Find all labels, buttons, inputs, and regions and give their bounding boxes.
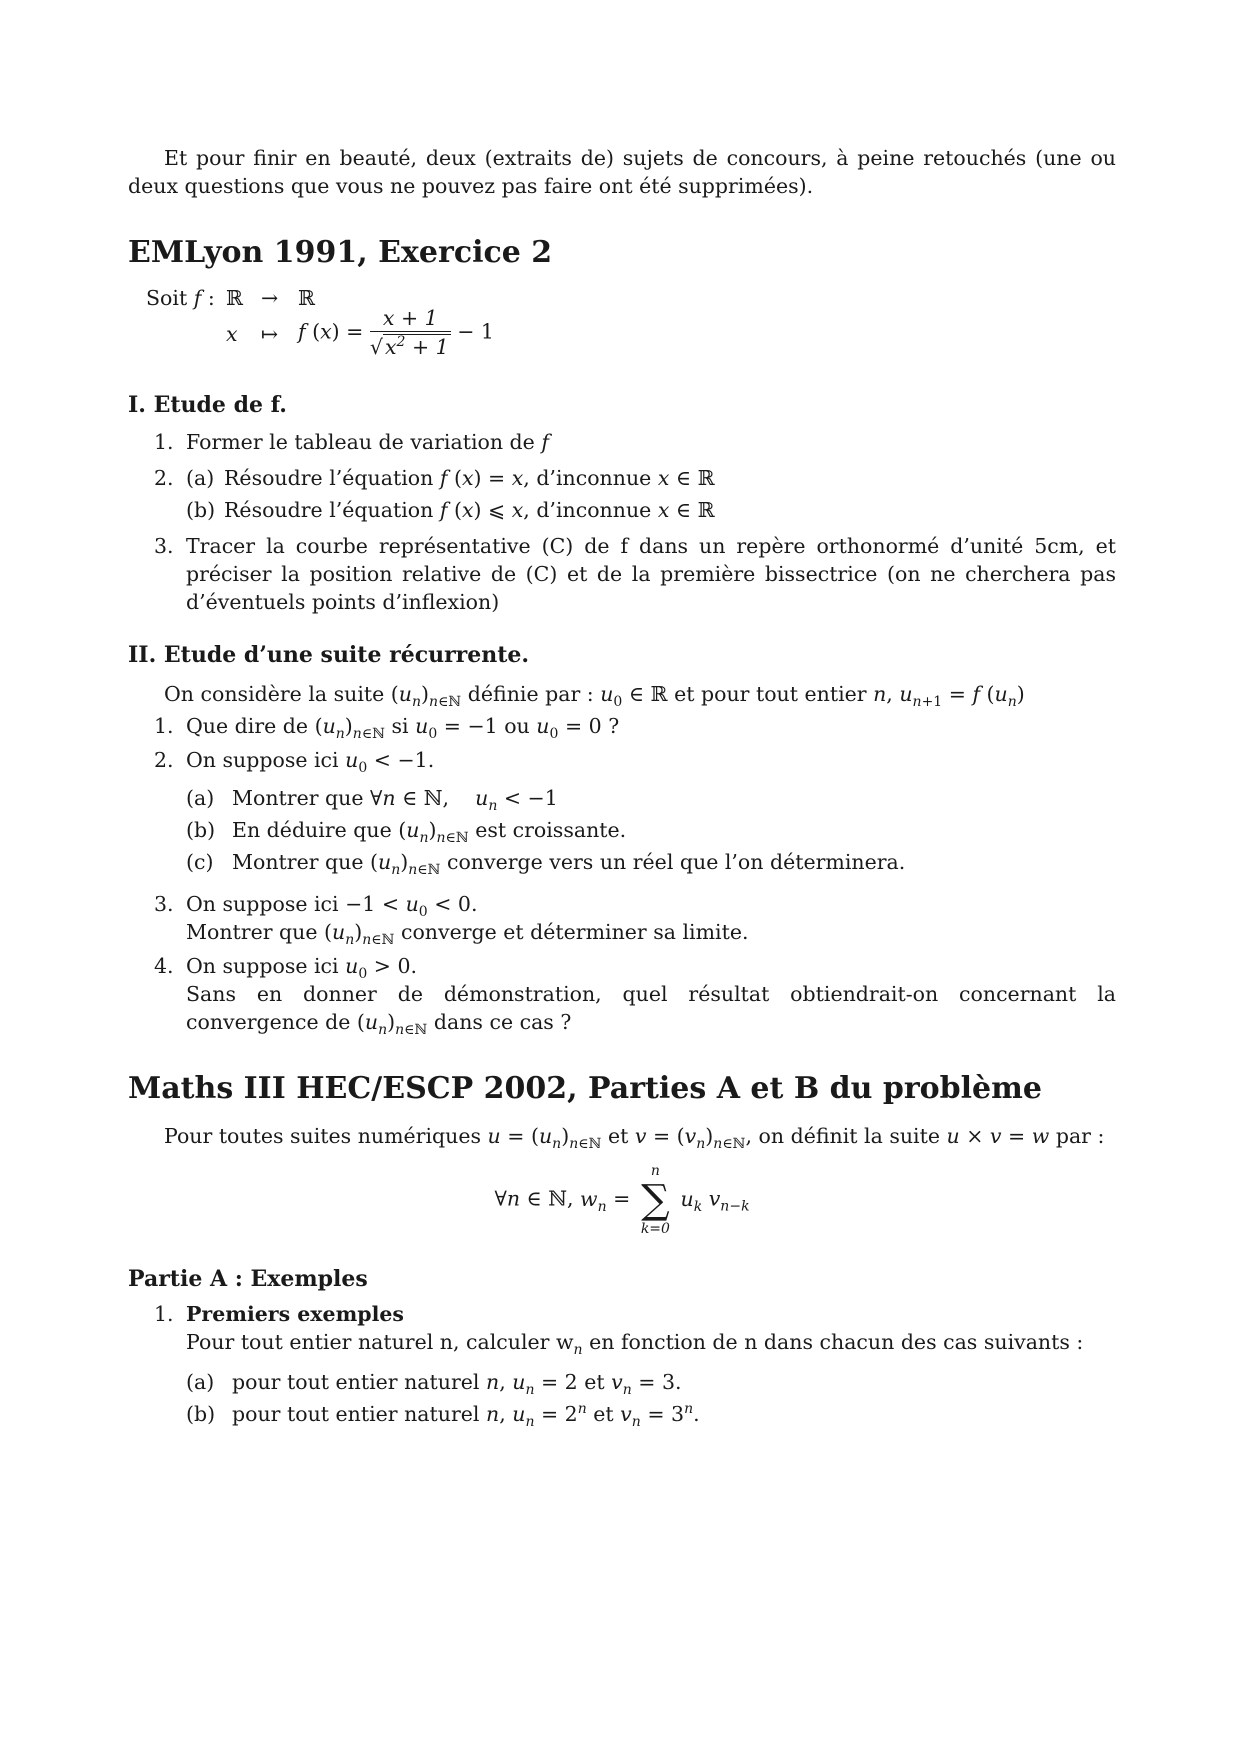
- document-page: [128, 144, 1116, 1431]
- part-ii-title: II. Etude d’une suite récurrente.: [128, 642, 530, 668]
- section-title-emlyon: EMLyon 1991, Exercice 2: [128, 235, 553, 270]
- sum-symbol: n ∑ k=0: [640, 1163, 670, 1237]
- list-item: 1. Former le tableau de variation de f: [154, 430, 549, 454]
- list-item: 1. Que dire de $(u_n)_{n\in ℕ}$ si $u_0 = -1$ ou $u_0 = 0$ ?: [154, 714, 620, 743]
- list-item: 4. On suppose ici $u_0 > 0$. Sans en donner de démonstration, quel résultat obtiendrait-on concernant la convergence de $(u_n)_{n\in ℕ}$ dans ce cas ?: [154, 954, 1116, 1039]
- part-a-list: [128, 1300, 1116, 1431]
- sub-list: [128, 784, 1116, 879]
- sub-item: (a) pour tout entier naturel n, $u_n = 2$ et $v_n = 3$.: [186, 1370, 682, 1399]
- def-codomain: ℝ: [298, 286, 316, 310]
- premiers-exemples-title: Premiers exemples: [186, 1302, 404, 1326]
- sub-item: (b) En déduire que $(u_n)_{n\in ℕ}$ est croissante.: [186, 818, 627, 847]
- section2-intro: Pour toutes suites numériques $u = (u_n)_{n\in ℕ}$ et $v = (v_n)_{n\in ℕ}$, on définit la suite u × v = w par :: [164, 1124, 1105, 1153]
- list-item: 3. Tracer la courbe représentative (C) de f dans un repère orthonormé d’unité 5cm, et préciser la position relative de (C) et de la première bissectrice (on ne cherchera pas d’éventuels points d’inflexion): [154, 534, 1116, 614]
- def-formula: f (x) = $\frac{x + 1}{√x^2 + 1}$ − 1: [298, 306, 494, 359]
- sub-item: (b) Résoudre l’équation f (x) ⩽ x, d’inconnue x ∈ ℝ: [186, 498, 715, 522]
- list-item: 3. On suppose ici $-1 < u_0 < 0$. Montrer que $(u_n)_{n\in ℕ}$ converge et déterminer sa limite.: [154, 892, 749, 949]
- def-domain: ℝ: [226, 286, 244, 310]
- list-item: 1. Premiers exemples Pour tout entier naturel n, calculer $w_n$ en fonction de n dans chacun des cas suivants : (a) pour tout entier naturel n, $u_n = 2$ et $v_n = 3$. (b) pour tout entier naturel n, $u_n = 2^n$ et $v_n = 3^n$.: [128, 1300, 1116, 1428]
- convolution-formula: ∀n ∈ ℕ, $w_n$ = n ∑ k=0 $u_k$ $v_{n-k}$: [494, 1163, 750, 1237]
- def-var: x: [226, 322, 238, 346]
- arrow-icon: →: [261, 286, 279, 310]
- part-i-title: I. Etude de f.: [128, 392, 287, 418]
- function-definition: [128, 284, 1116, 374]
- sub-item: (a) Montrer que ∀n ∈ ℕ, $u_n < -1$: [186, 786, 558, 815]
- list-item: 2. On suppose ici $u_0 < -1$. (a) Montrer que ∀n ∈ ℕ, $u_n < -1$ (b) En déduire que $(u_n)_{n\in ℕ}$ est croissante. (c) Montrer que $(u_n)_{n\in ℕ}$ converge vers un réel que l’on déterminera.: [128, 746, 1116, 876]
- sub-item: (a) Résoudre l’équation f (x) = x, d’inconnue x ∈ ℝ: [186, 466, 715, 490]
- part-a-title: Partie A : Exemples: [128, 1266, 368, 1292]
- part-ii-list: [128, 712, 1116, 1039]
- sub-item: (b) pour tout entier naturel n, $u_n = 2^n$ et $v_n = 3^n$.: [186, 1401, 700, 1431]
- def-soit: Soit f :: [146, 286, 215, 310]
- sub-list: [128, 1368, 1116, 1431]
- list-item: 2. (a) Résoudre l’équation f (x) = x, d’inconnue x ∈ ℝ (b) Résoudre l’équation f (x) ⩽ x, d’inconnue x ∈ ℝ: [128, 464, 1116, 524]
- part-ii-intro: On considère la suite $(u_n)_{n\in ℕ}$ définie par : $u_0$ ∈ ℝ et pour tout entier n, $u_{n+1} = f$ $(u_n)$: [164, 682, 1025, 711]
- part-i-list: [128, 428, 1116, 616]
- intro-paragraph: Et pour finir en beauté, deux (extraits de) sujets de concours, à peine retouchés (une ou deux questions que vous ne pouvez pas faire ont été supprimées).: [128, 146, 1116, 198]
- section-title-hec: Maths III HEC/ESCP 2002, Parties A et B du problème: [128, 1071, 1042, 1106]
- sub-item: (c) Montrer que $(u_n)_{n\in ℕ}$ converge vers un réel que l’on déterminera.: [186, 850, 906, 879]
- mapsto-icon: ↦: [261, 322, 279, 346]
